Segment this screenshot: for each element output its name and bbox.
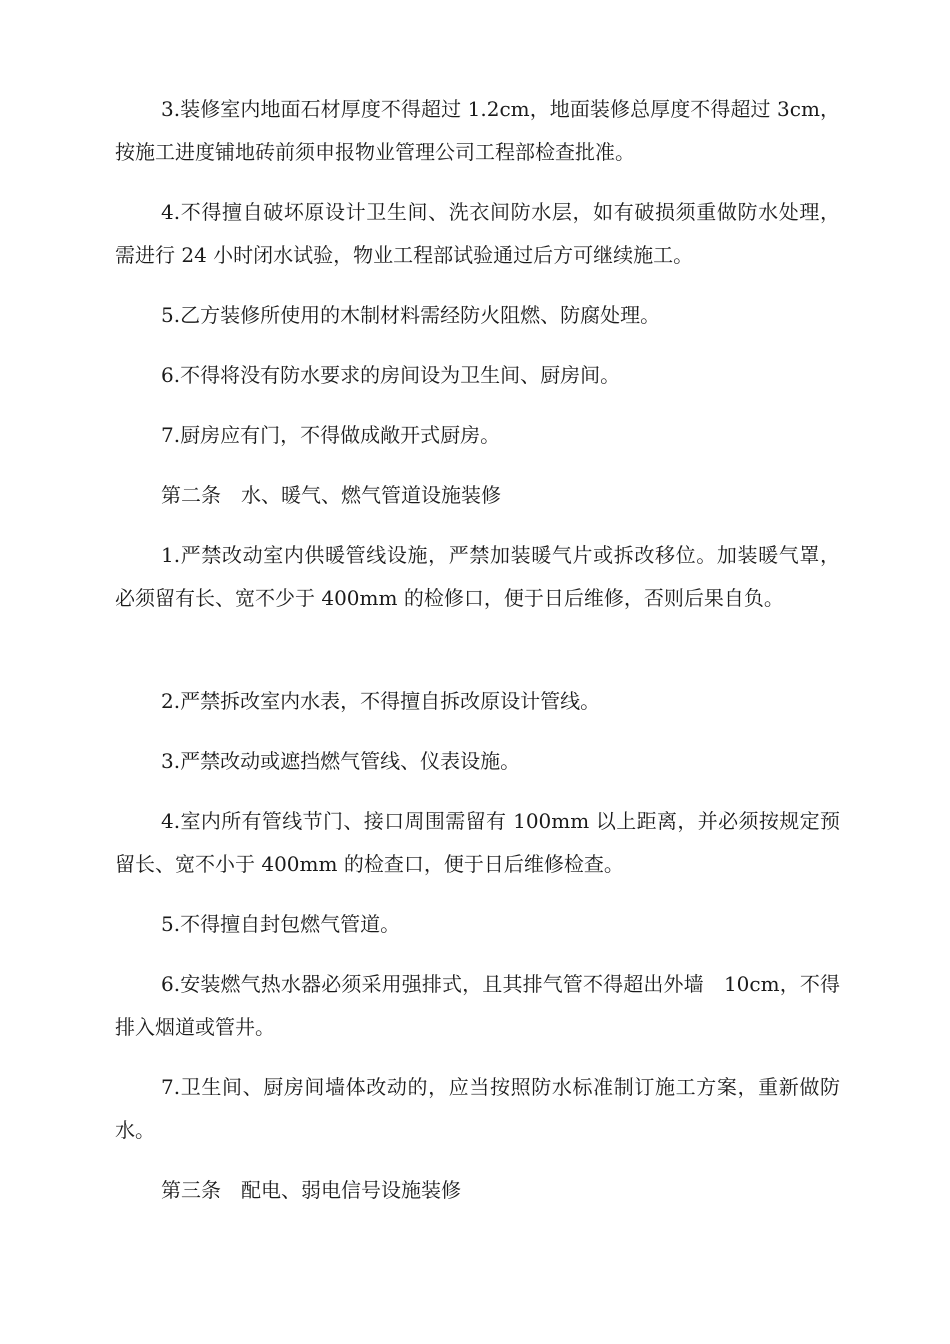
paragraph-heating-pipes: 1.严禁改动室内供暖管线设施，严禁加装暖气片或拆改移位。加装暖气罩，必须留有长、宽不少于 400mm 的检修口，便于日后维修，否则后果自负。: [115, 543, 840, 610]
paragraph-wall-modification: 7.卫生间、厨房间墙体改动的，应当按照防水标准制订施工方案，重新做防水。: [115, 1075, 840, 1142]
paragraph-gas-lines: 3.严禁改动或遮挡燃气管线、仪表设施。: [161, 749, 521, 773]
paragraph-water-meter: 2.严禁拆改室内水表，不得擅自拆改原设计管线。: [161, 689, 601, 713]
paragraph-wood-materials: 5.乙方装修所使用的木制材料需经防火阻燃、防腐处理。: [161, 303, 661, 327]
paragraph-waterproof-layer: 4.不得擅自破坏原设计卫生间、洗衣间防水层，如有破损须重做防水处理，需进行 24 小时闭水试验，物业工程部试验通过后方可继续施工。: [115, 200, 840, 267]
paragraph-pipe-clearance: 4.室内所有管线节门、接口周围需留有 100mm 以上距离，并必须按规定预留长、宽不小于 400mm 的检查口，便于日后维修检查。: [115, 809, 840, 876]
paragraph-flooring-thickness: 3.装修室内地面石材厚度不得超过 1.2cm，地面装修总厚度不得超过 3cm，按施工进度铺地砖前须申报物业管理公司工程部检查批准。: [115, 97, 840, 164]
paragraph-kitchen-door: 7.厨房应有门，不得做成敞开式厨房。: [161, 423, 501, 447]
paragraph-gas-water-heater: 6.安装燃气热水器必须采用强排式，且其排气管不得超出外墙 10cm，不得排入烟道或管井。: [115, 972, 840, 1039]
paragraph-gas-pipe-enclosure: 5.不得擅自封包燃气管道。: [161, 912, 401, 936]
section-heading-article-3: 第三条 配电、弱电信号设施装修: [161, 1178, 461, 1202]
section-heading-article-2: 第二条 水、暖气、燃气管道设施装修: [161, 483, 501, 507]
paragraph-room-usage: 6.不得将没有防水要求的房间设为卫生间、厨房间。: [161, 363, 621, 387]
